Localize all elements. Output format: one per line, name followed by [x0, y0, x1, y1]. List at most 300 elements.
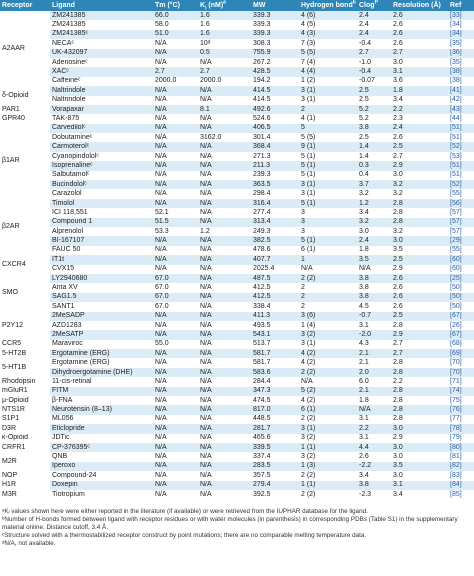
ref-cell[interactable]: [56]: [448, 199, 474, 208]
table-row: [0, 481, 474, 490]
ref-cell[interactable]: [82]: [448, 462, 474, 471]
ligand-cell: ML056: [50, 415, 153, 424]
resolution-cell: 2.8: [391, 208, 448, 217]
mw-cell: 478.6: [251, 246, 299, 255]
ki-cell: 1.6: [198, 11, 251, 20]
table-row: [0, 67, 474, 76]
tm-cell: N/A: [153, 321, 198, 330]
clog-cell: 3.5: [357, 255, 391, 264]
ref-cell[interactable]: [42]: [448, 96, 474, 105]
ki-cell: 1.6: [198, 20, 251, 29]
hbond-cell: 1 (4): [299, 321, 357, 330]
ligand-cell: Naltrindole: [50, 96, 153, 105]
ligand-cell: NECAᶜ: [50, 39, 153, 48]
table-row: [0, 152, 474, 161]
header-ki-sub: i: [205, 4, 207, 11]
ref-cell[interactable]: [57]: [448, 218, 474, 227]
ki-cell: N/A: [198, 462, 251, 471]
mw-cell: 279.4: [251, 481, 299, 490]
tm-cell: N/A: [153, 114, 198, 123]
resolution-cell: 2.9: [391, 265, 448, 274]
ref-cell[interactable]: [29]: [448, 236, 474, 245]
ref-cell[interactable]: [57]: [448, 227, 474, 236]
hbond-cell: 5 (1): [299, 161, 357, 170]
resolution-cell: 2.6: [391, 30, 448, 39]
ligand-cell: Tiotropium: [50, 490, 153, 499]
tm-cell: 53.3: [153, 227, 198, 236]
table-row: [0, 49, 474, 58]
hbond-cell: 4 (6): [299, 11, 357, 20]
header-row: [0, 0, 474, 11]
clog-cell: 2.4: [357, 30, 391, 39]
footnotes: [2, 508, 472, 548]
ki-cell: N/A: [198, 321, 251, 330]
ref-cell[interactable]: [51]: [448, 171, 474, 180]
table-row: [0, 434, 474, 443]
ref-cell[interactable]: [84]: [448, 481, 474, 490]
table-row: [0, 265, 474, 274]
ligand-cell: Anta XV: [50, 283, 153, 292]
ref-cell[interactable]: [78]: [448, 424, 474, 433]
ki-cell: N/A: [198, 265, 251, 274]
resolution-cell: 3.4: [391, 490, 448, 499]
tm-cell: N/A: [153, 415, 198, 424]
hbond-cell: 3: [299, 208, 357, 217]
tm-cell: N/A: [153, 424, 198, 433]
receptor-cell: GPR40: [0, 114, 50, 123]
ki-cell: N/A: [198, 161, 251, 170]
ligand-cell: Doxepin: [50, 481, 153, 490]
resolution-cell: 3.0: [391, 236, 448, 245]
table-row: [0, 124, 474, 133]
ref-cell[interactable]: [52]: [448, 142, 474, 151]
hbond-cell: 5 (1): [299, 171, 357, 180]
clog-cell: -2.0: [357, 330, 391, 339]
ligand-cell: SANT1: [50, 302, 153, 311]
mw-cell: 583.6: [251, 368, 299, 377]
ref-cell[interactable]: [69]: [448, 349, 474, 358]
hbond-cell: 2: [299, 302, 357, 311]
clog-cell: 3.1: [357, 321, 391, 330]
receptor-cell: NOP: [0, 471, 50, 480]
tm-cell: N/A: [153, 387, 198, 396]
hbond-cell: 4 (2): [299, 349, 357, 358]
table-row: [0, 293, 474, 302]
ki-cell: N/A: [198, 180, 251, 189]
hbond-cell: 2 (2): [299, 368, 357, 377]
footnote-c: ᶜStructure solved with a thermostabilized receptor construct by point mutations; there are no comparable melting temperature data.: [2, 532, 367, 539]
table-row: [0, 340, 474, 349]
table-row: [0, 30, 474, 39]
tm-cell: N/A: [153, 124, 198, 133]
hbond-cell: 7 (4): [299, 58, 357, 67]
ligand-cell: Maraviroc: [50, 340, 153, 349]
tm-cell: N/A: [153, 481, 198, 490]
hbond-cell: 4 (2): [299, 396, 357, 405]
ligand-cell: 11-cis-retinal: [50, 377, 153, 386]
ref-cell[interactable]: [26]: [448, 321, 474, 330]
ligand-cell: Cyanopindololᶜ: [50, 152, 153, 161]
hbond-cell: 2: [299, 293, 357, 302]
mw-cell: 581.7: [251, 358, 299, 367]
clog-cell: N/A: [357, 265, 391, 274]
ki-cell: N/A: [198, 415, 251, 424]
ki-cell: N/A: [198, 218, 251, 227]
ref-cell[interactable]: [51]: [448, 133, 474, 142]
resolution-cell: 3.0: [391, 424, 448, 433]
ki-cell: N/A: [198, 58, 251, 67]
tm-cell: N/A: [153, 171, 198, 180]
resolution-cell: 3.4: [391, 96, 448, 105]
tm-cell: N/A: [153, 86, 198, 95]
ref-cell[interactable]: [34]: [448, 30, 474, 39]
table-row: [0, 77, 474, 86]
table-body: [0, 11, 474, 499]
receptor-cell: P2Y12: [0, 312, 50, 340]
mw-cell: 363.5: [251, 180, 299, 189]
footnote-a: ᵃKᵢ values shown here were either reported in the literature (if available) or were retrieved from the IUPHAR database for the ligand.: [2, 508, 368, 515]
table-row: [0, 312, 474, 321]
ref-cell[interactable]: [60]: [448, 255, 474, 264]
table-row: [0, 180, 474, 189]
tm-cell: 2000.0: [153, 77, 198, 86]
ref-cell[interactable]: [34]: [448, 20, 474, 29]
ligand-cell: LY2940680: [50, 274, 153, 283]
ref-cell[interactable]: [55]: [448, 189, 474, 198]
clog-cell: 5.2: [357, 105, 391, 114]
resolution-cell: 3.0: [391, 443, 448, 452]
ref-cell[interactable]: [68]: [448, 340, 474, 349]
tm-cell: N/A: [153, 452, 198, 461]
receptor-cell: PAR1: [0, 105, 50, 114]
mw-cell: 414.5: [251, 86, 299, 95]
mw-cell: 211.3: [251, 161, 299, 170]
hbond-cell: 2: [299, 105, 357, 114]
resolution-cell: 2.6: [391, 39, 448, 48]
ligand-cell: IT1t: [50, 255, 153, 264]
table-row: [0, 274, 474, 283]
resolution-cell: 1.8: [391, 86, 448, 95]
resolution-cell: 2.6: [391, 11, 448, 20]
tm-cell: 67.0: [153, 274, 198, 283]
clog-cell: 4.4: [357, 443, 391, 452]
mw-cell: 487.5: [251, 274, 299, 283]
ref-cell[interactable]: [70]: [448, 358, 474, 367]
ref-cell[interactable]: [52]: [448, 180, 474, 189]
table-row: [0, 490, 474, 499]
ligand-cell: XACᶜ: [50, 67, 153, 76]
tm-cell: N/A: [153, 377, 198, 386]
header-ki-unit: (nM): [206, 1, 224, 9]
clog-cell: 0.3: [357, 161, 391, 170]
hbond-cell: 1 (1): [299, 481, 357, 490]
resolution-cell: 2.6: [391, 20, 448, 29]
ki-cell: N/A: [198, 236, 251, 245]
clog-cell: 3.8: [357, 293, 391, 302]
ref-cell[interactable]: [83]: [448, 471, 474, 480]
mw-cell: 338.4: [251, 302, 299, 311]
ref-cell[interactable]: [35]: [448, 39, 474, 48]
ref-cell[interactable]: [50]: [448, 302, 474, 311]
resolution-cell: 2.2: [391, 377, 448, 386]
resolution-cell: 2.7: [391, 49, 448, 58]
resolution-cell: 3.0: [391, 452, 448, 461]
ref-cell[interactable]: [75]: [448, 396, 474, 405]
clog-cell: 3.8: [357, 124, 391, 133]
tm-cell: N/A: [153, 312, 198, 321]
ref-cell[interactable]: [74]: [448, 387, 474, 396]
hbond-cell: 1 (1): [299, 443, 357, 452]
tm-cell: 67.0: [153, 283, 198, 292]
resolution-cell: 2.6: [391, 283, 448, 292]
clog-cell: -2.2: [357, 462, 391, 471]
table-row: [0, 236, 474, 245]
ligand-cell: Dihydroergotamine (DHE): [50, 368, 153, 377]
table-row: [0, 11, 474, 20]
table-row: [0, 218, 474, 227]
hbond-cell: 3 (1): [299, 340, 357, 349]
resolution-cell: 2.9: [391, 434, 448, 443]
clog-cell: -0.7: [357, 312, 391, 321]
table-row: [0, 358, 474, 367]
ligand-cell: Alprenolol: [50, 227, 153, 236]
ki-cell: N/A: [198, 124, 251, 133]
hbond-cell: 4 (1): [299, 114, 357, 123]
mw-cell: 194.2: [251, 77, 299, 86]
hbond-cell: 2 (2): [299, 471, 357, 480]
receptor-cell: M2R: [0, 452, 50, 471]
ref-cell[interactable]: [50]: [448, 283, 474, 292]
clog-cell: 3.7: [357, 180, 391, 189]
mw-cell: 414.5: [251, 96, 299, 105]
header-hbond-text: Hydrogen bond: [301, 1, 353, 9]
clog-cell: -0.4: [357, 67, 391, 76]
resolution-cell: 2.6: [391, 293, 448, 302]
table-row: [0, 39, 474, 48]
ref-cell[interactable]: [50]: [448, 293, 474, 302]
tm-cell: N/A: [153, 405, 198, 414]
clog-cell: N/A: [357, 405, 391, 414]
ref-cell[interactable]: [36]: [448, 49, 474, 58]
ligand-cell: ICI 118,551: [50, 208, 153, 217]
clog-cell: 4.5: [357, 302, 391, 311]
ligand-cell: Carmoterolᶜ: [50, 142, 153, 151]
mw-cell: 249.3: [251, 227, 299, 236]
clog-cell: 1.8: [357, 246, 391, 255]
tm-cell: 52.1: [153, 208, 198, 217]
clog-cell: 2.5: [357, 133, 391, 142]
resolution-cell: 2.6: [391, 302, 448, 311]
ref-cell[interactable]: [81]: [448, 452, 474, 461]
resolution-cell: 3.0: [391, 471, 448, 480]
ref-cell[interactable]: [67]: [448, 330, 474, 339]
hbond-cell: N/A: [299, 377, 357, 386]
mw-cell: 298.4: [251, 189, 299, 198]
hbond-cell: 2 (2): [299, 274, 357, 283]
mw-cell: 392.5: [251, 490, 299, 499]
ligand-cell: Isoprenalineᶜ: [50, 161, 153, 170]
table-row: [0, 471, 474, 480]
hbond-cell: 3 (2): [299, 434, 357, 443]
ref-cell[interactable]: [51]: [448, 124, 474, 133]
ref-cell[interactable]: [41]: [448, 86, 474, 95]
ref-cell[interactable]: [85]: [448, 490, 474, 499]
header-ki-mark: a: [223, 0, 226, 6]
receptor-cell: CRFR1: [0, 443, 50, 452]
ligand-cell: FAUC 50: [50, 246, 153, 255]
ref-cell[interactable]: [71]: [448, 377, 474, 386]
tm-cell: N/A: [153, 161, 198, 170]
clog-cell: 2.0: [357, 368, 391, 377]
ki-cell: N/A: [198, 349, 251, 358]
ref-cell[interactable]: [43]: [448, 105, 474, 114]
mw-cell: 271.3: [251, 152, 299, 161]
resolution-cell: 3.1: [391, 67, 448, 76]
clog-cell: 2.6: [357, 452, 391, 461]
ref-cell[interactable]: [60]: [448, 265, 474, 274]
ki-cell: N/A: [198, 443, 251, 452]
resolution-cell: 3.6: [391, 77, 448, 86]
tm-cell: N/A: [153, 434, 198, 443]
mw-cell: 339.5: [251, 443, 299, 452]
ki-cell: N/A: [198, 246, 251, 255]
resolution-cell: 2.5: [391, 255, 448, 264]
tm-cell: 67.0: [153, 302, 198, 311]
tm-cell: 66.0: [153, 11, 198, 20]
ki-cell: N/A: [198, 283, 251, 292]
resolution-cell: 3.5: [391, 462, 448, 471]
hbond-cell: 6 (1): [299, 246, 357, 255]
mw-cell: 406.5: [251, 124, 299, 133]
tm-cell: N/A: [153, 265, 198, 274]
receptor-cell: A2AAR: [0, 11, 50, 86]
table-row: [0, 349, 474, 358]
ref-cell[interactable]: [79]: [448, 434, 474, 443]
tm-cell: N/A: [153, 236, 198, 245]
hbond-cell: 3 (2): [299, 452, 357, 461]
hbond-cell: 3 (1): [299, 96, 357, 105]
clog-cell: -0.07: [357, 77, 391, 86]
table-row: [0, 452, 474, 461]
hbond-cell: 2 (2): [299, 415, 357, 424]
resolution-cell: 3.5: [391, 246, 448, 255]
ref-cell[interactable]: [25]: [448, 274, 474, 283]
ref-cell[interactable]: [33]: [448, 11, 474, 20]
hbond-cell: 5 (1): [299, 236, 357, 245]
ki-cell: N/A: [198, 452, 251, 461]
hbond-cell: 5 (5): [299, 49, 357, 58]
ref-cell[interactable]: [55]: [448, 246, 474, 255]
tm-cell: 55.0: [153, 340, 198, 349]
tm-cell: N/A: [153, 49, 198, 58]
clog-cell: 2.2: [357, 424, 391, 433]
ref-cell[interactable]: [44]: [448, 114, 474, 123]
ki-cell: N/A: [198, 96, 251, 105]
ki-cell: N/A: [198, 340, 251, 349]
tm-cell: N/A: [153, 142, 198, 151]
table-row: [0, 330, 474, 339]
ki-cell: 2.7: [198, 67, 251, 76]
resolution-cell: 2.8: [391, 396, 448, 405]
tm-cell: N/A: [153, 462, 198, 471]
mw-cell: 474.5: [251, 396, 299, 405]
ligand-cell: ZM241385: [50, 11, 153, 20]
mw-cell: 267.2: [251, 58, 299, 67]
ref-cell[interactable]: [80]: [448, 443, 474, 452]
mw-cell: 513.7: [251, 340, 299, 349]
receptor-cell: κ-Opioid: [0, 434, 50, 443]
ki-cell: 0.5: [198, 49, 251, 58]
ki-cell: N/A: [198, 255, 251, 264]
mw-cell: 357.5: [251, 471, 299, 480]
receptor-cell: 5-HT2B: [0, 349, 50, 358]
hbond-cell: 3 (1): [299, 86, 357, 95]
ki-cell: N/A: [198, 293, 251, 302]
tm-cell: N/A: [153, 368, 198, 377]
clog-cell: 3.2: [357, 218, 391, 227]
ref-cell[interactable]: [53]: [448, 152, 474, 161]
ref-cell[interactable]: [35]: [448, 58, 474, 67]
clog-cell: 1.2: [357, 199, 391, 208]
tm-cell: N/A: [153, 396, 198, 405]
ligand-cell: CP-376395ᶜ: [50, 443, 153, 452]
tm-cell: 58.0: [153, 20, 198, 29]
ligand-cell: QNB: [50, 452, 153, 461]
ligand-cell: SAG1.5: [50, 293, 153, 302]
hbond-cell: 5 (5): [299, 133, 357, 142]
hbond-cell: 6 (1): [299, 405, 357, 414]
ligand-cell: Vorapaxar: [50, 105, 153, 114]
tm-cell: 67.0: [153, 293, 198, 302]
ligand-cell: Dobutamineᶜ: [50, 133, 153, 142]
mw-cell: 283.5: [251, 462, 299, 471]
ligand-cell: ZM241385: [50, 20, 153, 29]
ref-cell[interactable]: [70]: [448, 368, 474, 377]
ref-cell[interactable]: [38]: [448, 77, 474, 86]
clog-cell: 3.4: [357, 208, 391, 217]
ki-cell: 10ᵈ: [198, 39, 251, 48]
ligand-cell: TAK-875: [50, 114, 153, 123]
clog-cell: 2.4: [357, 20, 391, 29]
resolution-cell: 2.8: [391, 405, 448, 414]
mw-cell: 308.3: [251, 39, 299, 48]
table-row: [0, 462, 474, 471]
hbond-cell: 2: [299, 283, 357, 292]
hbond-cell: 3 (1): [299, 424, 357, 433]
ref-cell[interactable]: [76]: [448, 405, 474, 414]
tm-cell: 51.5: [153, 218, 198, 227]
ligand-cell: Naltrindole: [50, 86, 153, 95]
ref-cell[interactable]: [38]: [448, 67, 474, 76]
ref-cell[interactable]: [57]: [448, 208, 474, 217]
ki-cell: N/A: [198, 405, 251, 414]
receptor-cell: μ-Opioid: [0, 396, 50, 405]
clog-cell: 0.4: [357, 171, 391, 180]
receptor-cell: mGluR1: [0, 387, 50, 396]
mw-cell: 347.3: [251, 387, 299, 396]
ref-cell[interactable]: [77]: [448, 415, 474, 424]
ki-cell: N/A: [198, 312, 251, 321]
ref-cell[interactable]: [51]: [448, 161, 474, 170]
hbond-cell: 3 (6): [299, 312, 357, 321]
receptor-cell: NTS1R: [0, 405, 50, 414]
tm-cell: N/A: [153, 96, 198, 105]
table-row: [0, 105, 474, 114]
table-row: [0, 302, 474, 311]
ki-cell: N/A: [198, 142, 251, 151]
ref-cell[interactable]: [67]: [448, 312, 474, 321]
ki-cell: N/A: [198, 199, 251, 208]
